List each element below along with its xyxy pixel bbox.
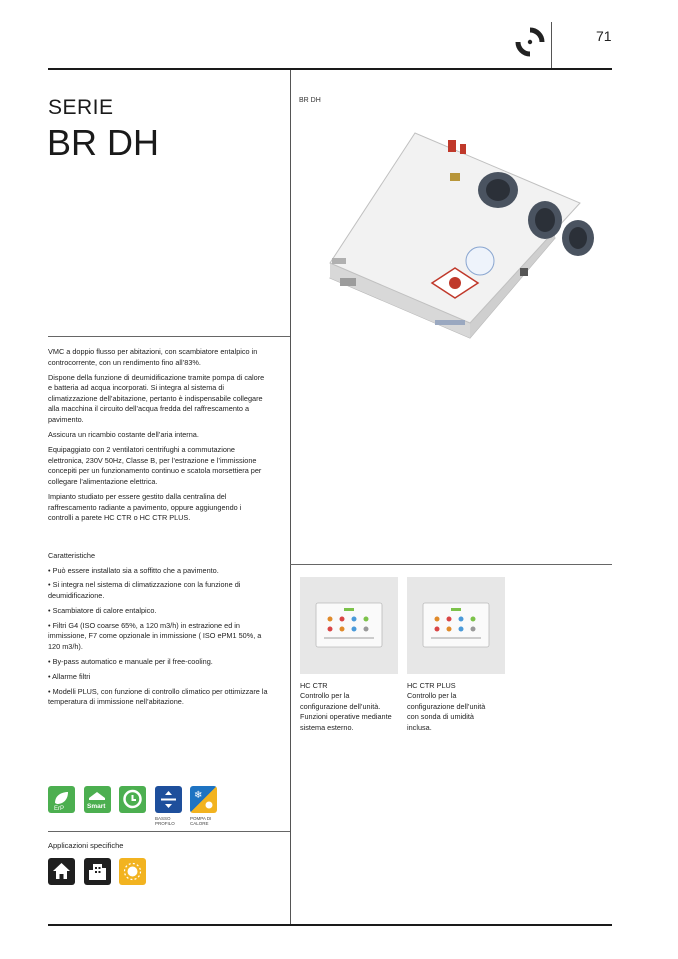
product-image-label: BR DH xyxy=(299,97,321,104)
description-paragraph: VMC a doppio flusso per abitazioni, con scambiatore entalpico in controcorrente, con un rendimento fino all’83%. xyxy=(48,347,258,367)
product-description xyxy=(48,347,268,528)
feature-item: • By-pass automatico e manuale per il free-cooling. xyxy=(48,656,213,666)
low-profile-label: BASSO PROFILO xyxy=(155,816,175,826)
features-section xyxy=(48,551,270,712)
hc-ctr-desc-line: sistema esterno. xyxy=(300,722,354,732)
hc-ctr-plus-desc-line: configurazione dell’unità xyxy=(407,701,486,711)
svg-text:❄: ❄ xyxy=(194,790,203,801)
brand-logo-icon xyxy=(514,26,546,58)
series-label: SERIE xyxy=(48,96,114,119)
home-icon xyxy=(48,858,75,885)
svg-text:Smart: Smart xyxy=(87,803,106,810)
eco-icon xyxy=(119,786,146,813)
header-divider xyxy=(551,22,552,68)
right-rule-1 xyxy=(290,564,612,565)
description-paragraph: Assicura un ricambio costante dell’aria interna. xyxy=(48,430,199,440)
feature-item: • Filtri G4 (ISO coarse 65%, a 120 m3/h) in estrazione ed in immissione, F7 come opzionale in immissione ( ISO ePM1 50%, a 120 m3/h). xyxy=(48,620,262,652)
feature-item: • Modelli PLUS, con funzione di controllo climatico per ottimizzare la temperatura di immissione nell’abitazione. xyxy=(48,686,268,707)
hc-ctr-name: HC CTR xyxy=(300,681,328,690)
smart-icon xyxy=(84,786,111,813)
applications-title: Applicazioni specifiche xyxy=(48,841,124,850)
description-paragraph: Equipaggiato con 2 ventilatori centrifughi a commutazione elettronica, 230V 50Hz, Classe B, per l’estrazione e l’immissione concepiti per un funzionamento continuo e scatola morsettiera per collegare l’alimentazione elettrica. xyxy=(48,445,262,487)
low-profile-icon xyxy=(155,786,182,813)
sun-icon xyxy=(119,858,146,885)
feature-item: • Si integra nel sistema di climatizzazione con la funzione di deumidificazione. xyxy=(48,580,241,601)
left-rule-1 xyxy=(48,336,290,337)
hc-ctr-image xyxy=(300,577,398,674)
description-paragraph: Dispone della funzione di deumidificazione tramite pompa di calore e batteria ad acqua incorporati. Si integra al sistema di climatizzazione dell’abitazione, pertanto è indispensabile collegare alla macchina il circuito dell’acqua fredda del raffrescamento a pavimento. xyxy=(48,372,265,425)
features-title: Caratteristiche xyxy=(48,551,96,560)
erp-icon xyxy=(48,786,75,813)
top-rule xyxy=(48,68,612,70)
hc-ctr-plus-image xyxy=(407,577,505,674)
hc-ctr-plus-name: HC CTR PLUS xyxy=(407,681,456,690)
model-title: BR DH xyxy=(47,122,160,163)
hc-ctr-plus-desc-line: con sonda di umidità xyxy=(407,712,474,722)
hc-ctr-plus-desc-line: Controllo per la xyxy=(407,691,457,701)
heat-pump-label: POMPA DI CALORE xyxy=(190,816,212,826)
feature-item: • Allarme filtri xyxy=(48,671,91,681)
hc-ctr-desc-line: Controllo per la xyxy=(300,691,350,701)
description-paragraph: Impianto studiato per essere gestito dalla centralina del raffrescamento radiante a pavimento, oppure aggiungendo i controlli a parete HC CTR o HC CTR PLUS. xyxy=(48,492,242,523)
hc-ctr-caption xyxy=(300,681,398,733)
column-divider xyxy=(290,70,291,925)
hc-ctr-desc-line: Funzioni operative mediante xyxy=(300,712,392,722)
feature-item: • Scambiatore di calore entalpico. xyxy=(48,605,157,615)
heat-pump-icon xyxy=(190,786,217,813)
feature-item: • Può essere installato sia a soffitto che a pavimento. xyxy=(48,565,219,575)
svg-text:ErP: ErP xyxy=(54,806,65,812)
hc-ctr-plus-caption xyxy=(407,681,505,733)
left-rule-2 xyxy=(48,831,290,832)
hc-ctr-desc-line: configurazione dell’unità. xyxy=(300,701,381,711)
features-list xyxy=(48,566,270,708)
bottom-rule xyxy=(48,924,612,926)
page-number: 71 xyxy=(596,28,612,44)
product-image xyxy=(320,128,610,340)
building-icon xyxy=(84,858,111,885)
hc-ctr-plus-desc-line: inclusa. xyxy=(407,722,432,732)
